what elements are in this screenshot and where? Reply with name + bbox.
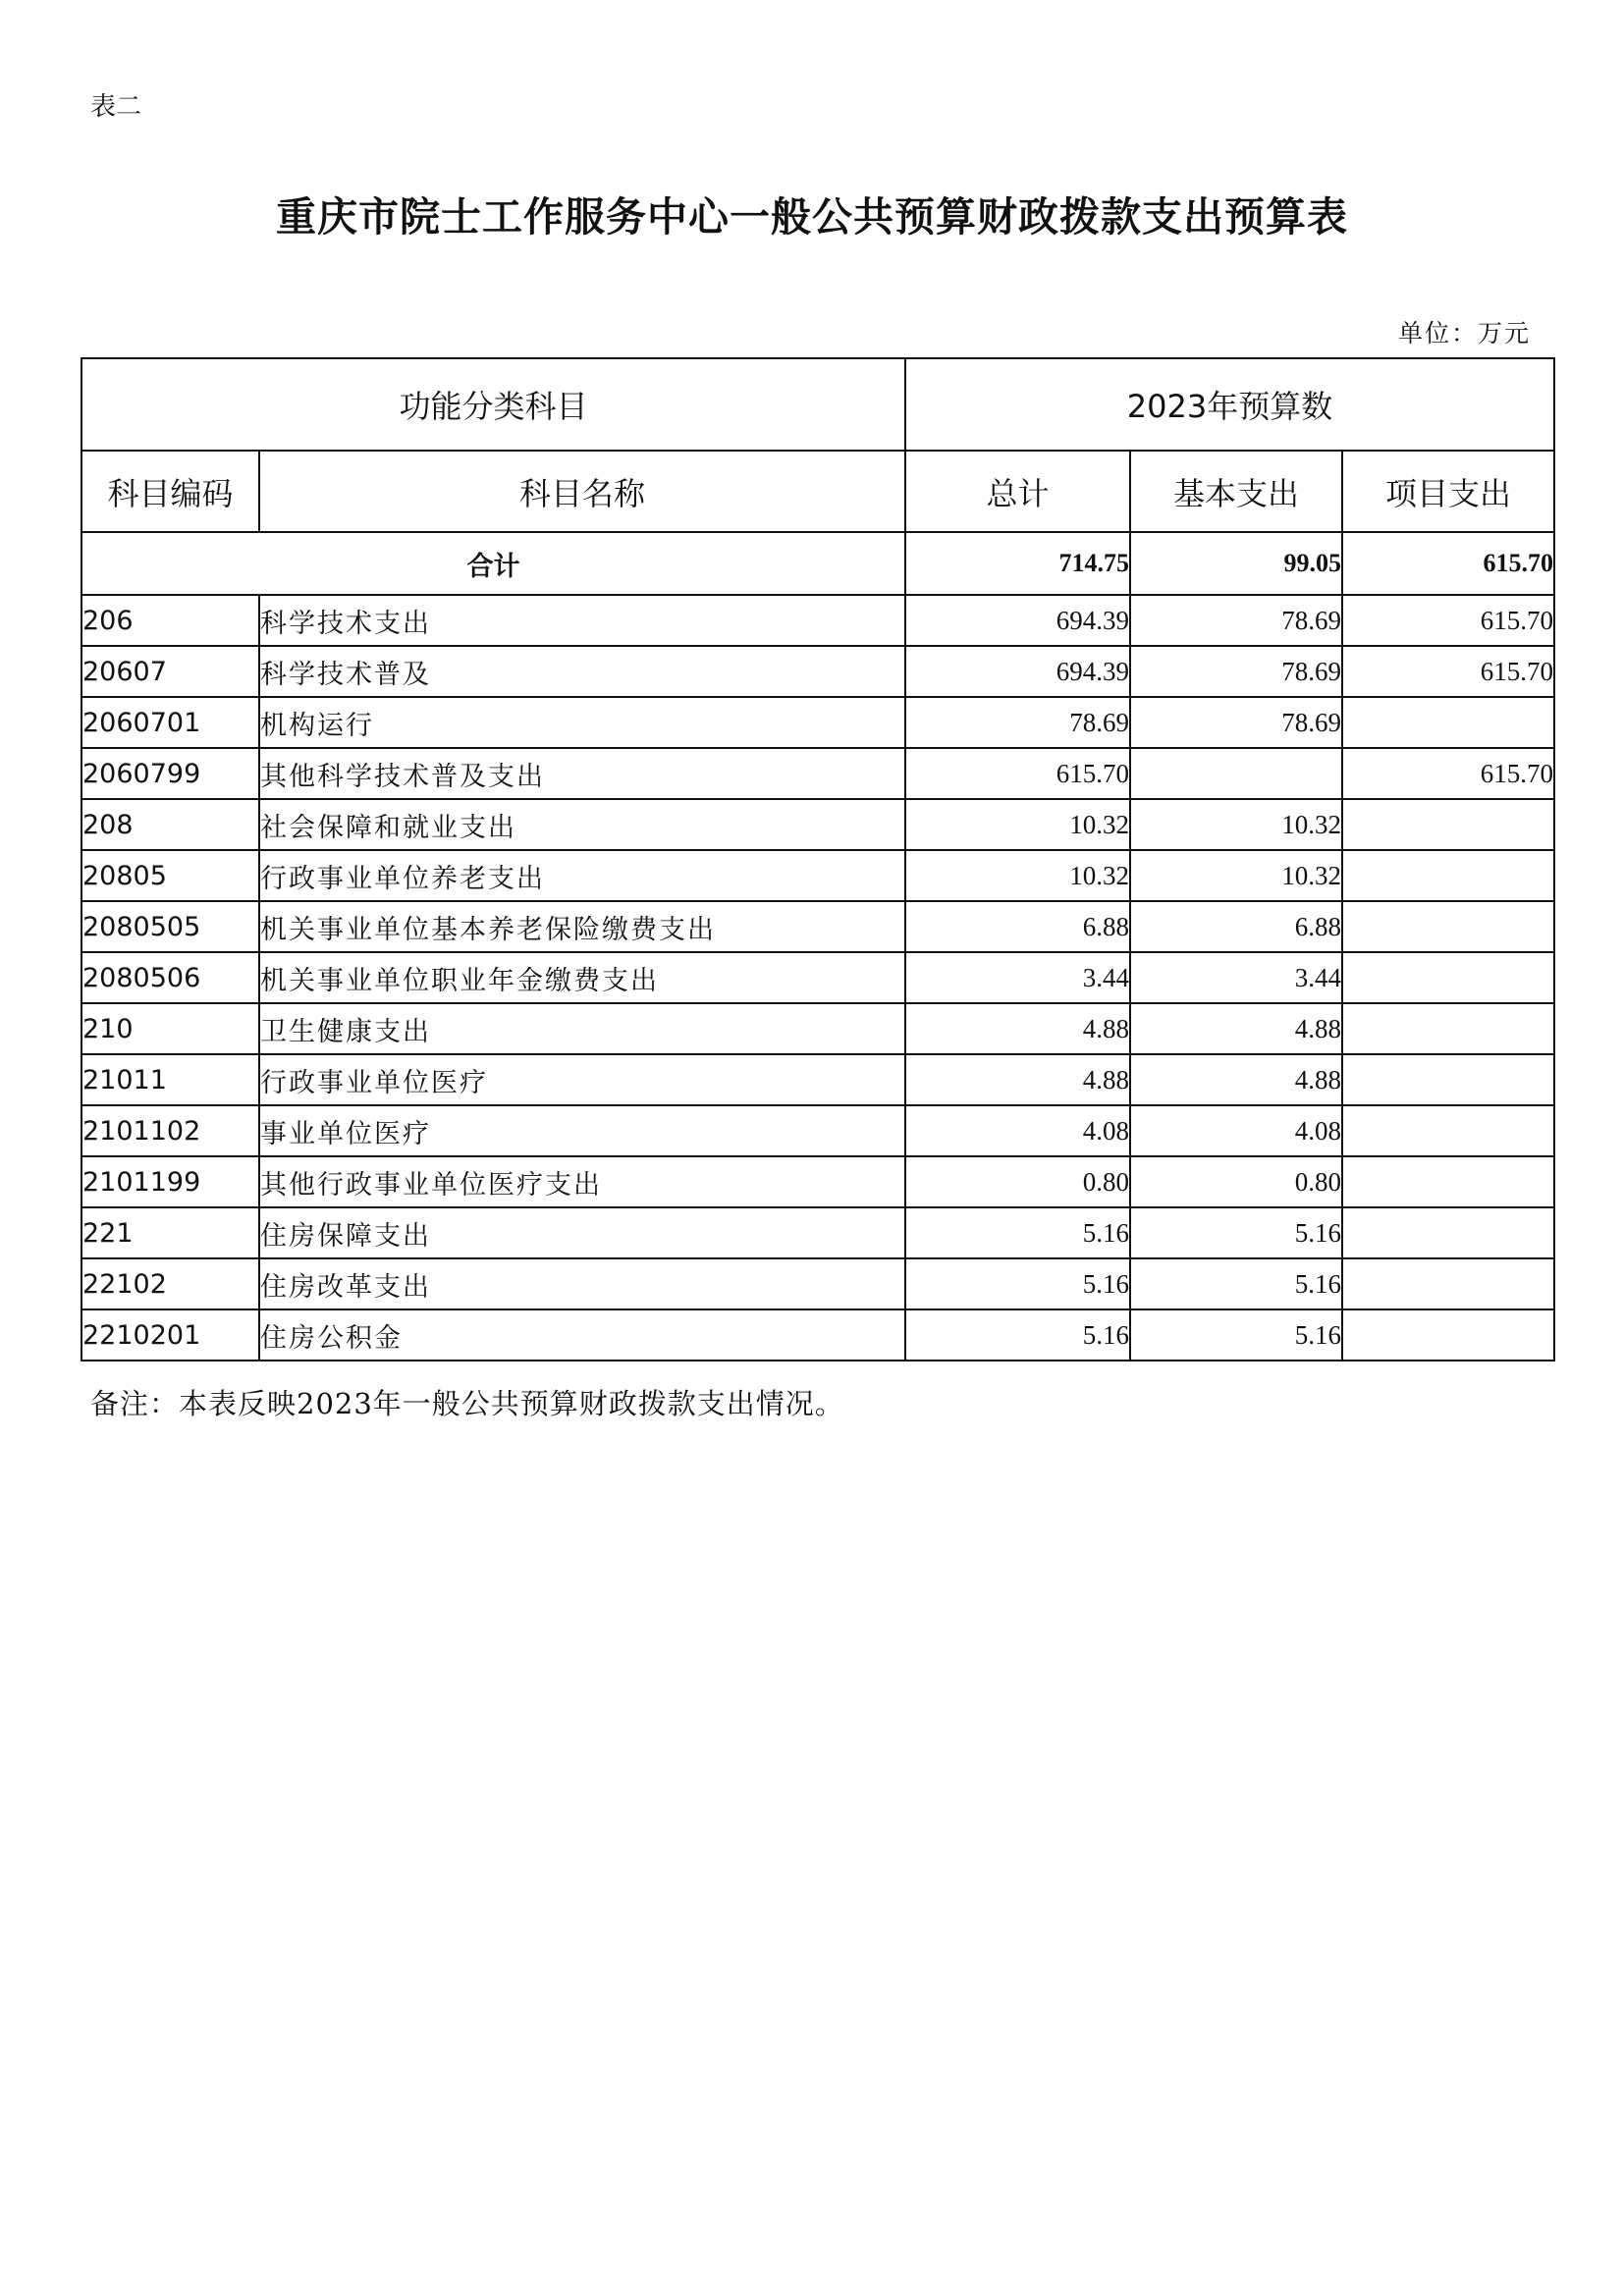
row-total: 4.88 <box>905 1054 1130 1105</box>
row-total: 694.39 <box>905 595 1130 646</box>
row-name: 住房改革支出 <box>259 1258 905 1309</box>
functional-category-header: 功能分类科目 <box>81 358 905 451</box>
name-column-header: 科目名称 <box>259 451 905 532</box>
row-code: 20607 <box>81 646 259 697</box>
table-row <box>81 1309 1554 1361</box>
row-basic: 5.16 <box>1130 1258 1342 1309</box>
row-total: 3.44 <box>905 952 1130 1003</box>
row-total: 0.80 <box>905 1156 1130 1207</box>
row-name: 卫生健康支出 <box>259 1003 905 1054</box>
row-basic: 4.88 <box>1130 1003 1342 1054</box>
row-code: 2080506 <box>81 952 259 1003</box>
row-project <box>1342 1105 1554 1156</box>
row-code: 2060799 <box>81 748 259 799</box>
row-project <box>1342 799 1554 850</box>
row-basic: 3.44 <box>1130 952 1342 1003</box>
basic-column-header: 基本支出 <box>1130 451 1342 532</box>
row-code: 20805 <box>81 850 259 901</box>
table-row <box>81 748 1554 799</box>
header-row-group <box>81 358 1554 451</box>
row-total: 5.16 <box>905 1207 1130 1258</box>
row-total: 5.16 <box>905 1258 1130 1309</box>
row-name: 行政事业单位医疗 <box>259 1054 905 1105</box>
row-code: 2101102 <box>81 1105 259 1156</box>
row-basic: 78.69 <box>1130 595 1342 646</box>
footnote: 备注：本表反映2023年一般公共预算财政拨款支出情况。 <box>90 1387 844 1420</box>
row-basic: 10.32 <box>1130 799 1342 850</box>
row-name: 行政事业单位养老支出 <box>259 850 905 901</box>
row-project: 615.70 <box>1342 595 1554 646</box>
row-project <box>1342 1309 1554 1361</box>
budget-table <box>81 357 1555 1362</box>
row-project <box>1342 1054 1554 1105</box>
row-code: 2060701 <box>81 697 259 748</box>
row-project <box>1342 952 1554 1003</box>
row-basic: 4.08 <box>1130 1105 1342 1156</box>
row-total: 10.32 <box>905 799 1130 850</box>
row-name: 机关事业单位基本养老保险缴费支出 <box>259 901 905 952</box>
table-row <box>81 1258 1554 1309</box>
code-column-header: 科目编码 <box>81 451 259 532</box>
row-project <box>1342 1207 1554 1258</box>
row-total: 10.32 <box>905 850 1130 901</box>
table-number-label: 表二 <box>90 92 142 122</box>
budget-year-header: 2023年预算数 <box>905 358 1554 451</box>
row-basic: 78.69 <box>1130 646 1342 697</box>
row-code: 208 <box>81 799 259 850</box>
row-code: 2101199 <box>81 1156 259 1207</box>
document-title: 重庆市院士工作服务中心一般公共预算财政拨款支出预算表 <box>276 193 1348 240</box>
table-row <box>81 901 1554 952</box>
row-name: 机构运行 <box>259 697 905 748</box>
row-basic: 5.16 <box>1130 1309 1342 1361</box>
row-project <box>1342 1003 1554 1054</box>
row-total: 4.88 <box>905 1003 1130 1054</box>
row-project <box>1342 850 1554 901</box>
row-total: 694.39 <box>905 646 1130 697</box>
row-basic: 6.88 <box>1130 901 1342 952</box>
table-row <box>81 1054 1554 1105</box>
project-column-header: 项目支出 <box>1342 451 1554 532</box>
table-row <box>81 646 1554 697</box>
row-total: 615.70 <box>905 748 1130 799</box>
row-code: 21011 <box>81 1054 259 1105</box>
row-code: 2080505 <box>81 901 259 952</box>
row-name: 事业单位医疗 <box>259 1105 905 1156</box>
row-code: 210 <box>81 1003 259 1054</box>
totals-row <box>81 532 1554 595</box>
table-row <box>81 697 1554 748</box>
row-basic: 5.16 <box>1130 1207 1342 1258</box>
table-row <box>81 1003 1554 1054</box>
row-code: 206 <box>81 595 259 646</box>
row-project <box>1342 901 1554 952</box>
row-total: 6.88 <box>905 901 1130 952</box>
row-project: 615.70 <box>1342 646 1554 697</box>
row-name: 科学技术支出 <box>259 595 905 646</box>
header-row-columns <box>81 451 1554 532</box>
row-project <box>1342 697 1554 748</box>
row-basic <box>1130 748 1342 799</box>
row-code: 22102 <box>81 1258 259 1309</box>
table-row <box>81 952 1554 1003</box>
row-name: 社会保障和就业支出 <box>259 799 905 850</box>
table-row <box>81 850 1554 901</box>
row-code: 221 <box>81 1207 259 1258</box>
row-project <box>1342 1156 1554 1207</box>
row-basic: 78.69 <box>1130 697 1342 748</box>
total-column-header: 总计 <box>905 451 1130 532</box>
row-name: 住房保障支出 <box>259 1207 905 1258</box>
unit-label: 单位：万元 <box>1397 319 1531 347</box>
totals-project: 615.70 <box>1342 532 1554 595</box>
row-project: 615.70 <box>1342 748 1554 799</box>
row-code: 2210201 <box>81 1309 259 1361</box>
row-name: 科学技术普及 <box>259 646 905 697</box>
table-row <box>81 1156 1554 1207</box>
row-name: 其他行政事业单位医疗支出 <box>259 1156 905 1207</box>
totals-label: 合计 <box>81 532 905 595</box>
table-row <box>81 595 1554 646</box>
row-basic: 0.80 <box>1130 1156 1342 1207</box>
table-row <box>81 1207 1554 1258</box>
row-total: 4.08 <box>905 1105 1130 1156</box>
table-row <box>81 799 1554 850</box>
row-name: 住房公积金 <box>259 1309 905 1361</box>
table-row <box>81 1105 1554 1156</box>
row-name: 其他科学技术普及支出 <box>259 748 905 799</box>
row-total: 78.69 <box>905 697 1130 748</box>
row-basic: 4.88 <box>1130 1054 1342 1105</box>
row-total: 5.16 <box>905 1309 1130 1361</box>
row-basic: 10.32 <box>1130 850 1342 901</box>
totals-basic: 99.05 <box>1130 532 1342 595</box>
row-project <box>1342 1258 1554 1309</box>
totals-total: 714.75 <box>905 532 1130 595</box>
row-name: 机关事业单位职业年金缴费支出 <box>259 952 905 1003</box>
